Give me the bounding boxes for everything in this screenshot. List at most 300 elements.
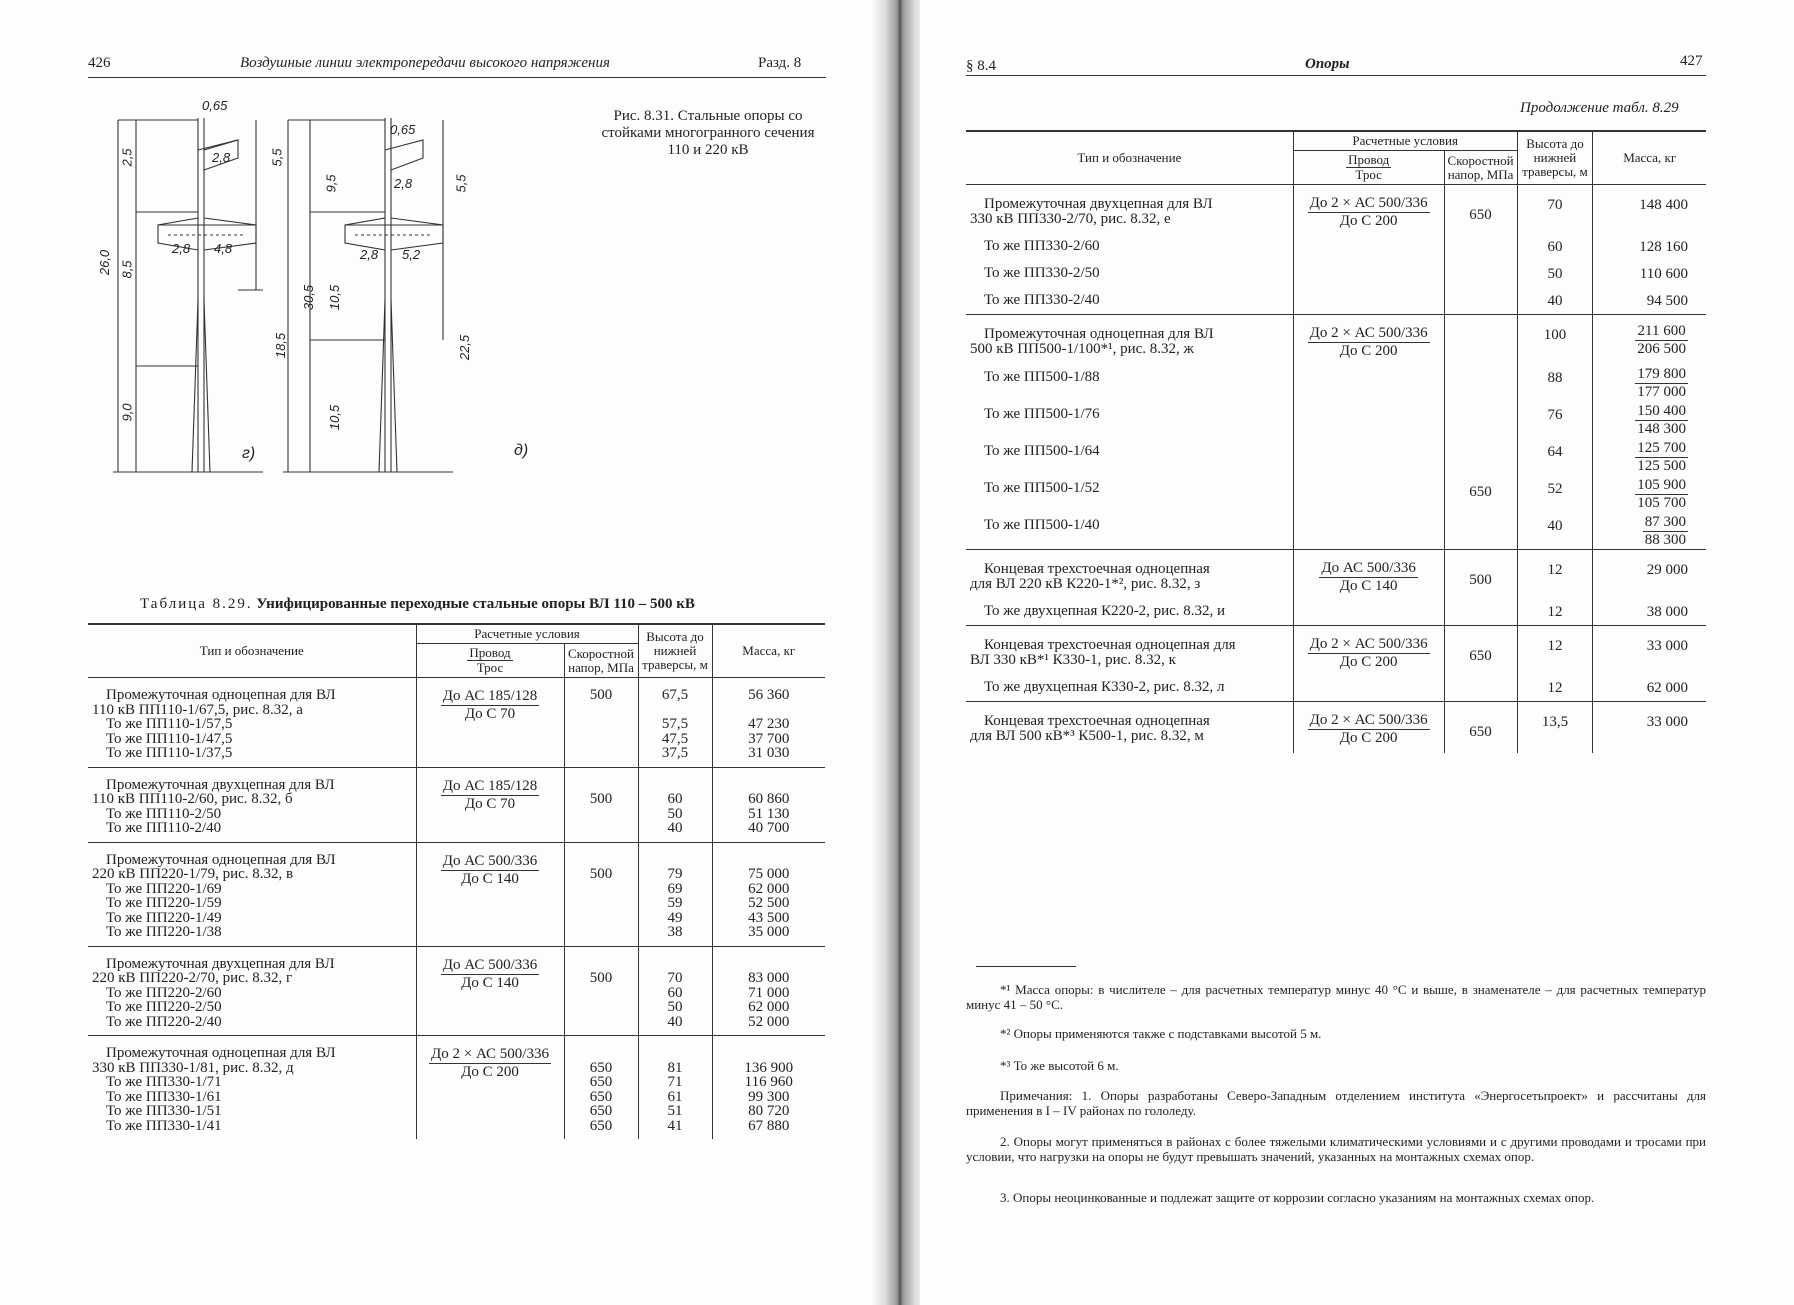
wire-fraction-top: До АС 185/128 bbox=[442, 688, 538, 704]
type-line: ВЛ 330 кВ*¹ К330-1, рис. 8.32, к bbox=[970, 652, 1176, 668]
figure-caption: Рис. 8.31. Стальные опоры со стойками многогранного сечения 110 и 220 кВ bbox=[601, 108, 815, 158]
height-value: 41 bbox=[667, 1117, 683, 1134]
footnote: 3. Опоры неоцинкованные и подлежат защите от коррозии согласно указаниям на монтажных схемах опор. bbox=[1000, 1190, 1595, 1205]
right-page bbox=[920, 0, 1794, 1305]
pressure-value: 650 bbox=[589, 1117, 613, 1134]
wire-fraction-bottom: До С 200 bbox=[461, 1064, 519, 1080]
mass-cell bbox=[1593, 364, 1706, 401]
mass-value: 67 880 bbox=[748, 1117, 790, 1134]
mass-fraction-top: 125 700 bbox=[1637, 440, 1686, 456]
pressure-value bbox=[569, 896, 634, 911]
type-line: То же ПП500-1/76 bbox=[984, 406, 1100, 422]
mass-value bbox=[717, 853, 822, 868]
dim-d-d1: 2,8 bbox=[394, 176, 413, 191]
table-8-29-continued bbox=[966, 130, 1706, 753]
dim-d-h-e: 22,5 bbox=[457, 334, 473, 361]
footnote: *¹ Масса опоры: в числителе – для расчетных температур минус 40 °С и выше, в знаменателе – для расчетных температур минус 41 – 50 °С. bbox=[966, 982, 1706, 1012]
mass-cell: 38 000 bbox=[1593, 598, 1706, 626]
mass-value: 116 960 bbox=[744, 1074, 793, 1090]
type-line: Промежуточная двухцепная для ВЛ bbox=[106, 955, 335, 972]
mass-fraction bbox=[1635, 477, 1688, 512]
table-row bbox=[966, 702, 1706, 754]
wire-cell bbox=[416, 1036, 564, 1140]
running-title-left: Воздушные линии электропередачи высокого напряжения bbox=[240, 55, 610, 71]
table-row bbox=[88, 767, 825, 842]
type-line: То же ПП220-2/40 bbox=[106, 1013, 222, 1030]
table-body-left bbox=[88, 678, 825, 1140]
header-mass: Масса, кг bbox=[712, 624, 825, 678]
mass-fraction bbox=[1643, 514, 1688, 549]
footnote: *³ То же высотой 6 м. bbox=[1000, 1058, 1119, 1073]
mass-fraction-bottom: 105 700 bbox=[1637, 495, 1686, 511]
dim-g-h-total: 26,0 bbox=[97, 249, 113, 276]
mass-value: 99 300 bbox=[748, 1088, 790, 1105]
height-cell: 13,5 bbox=[1517, 702, 1593, 754]
wire-fraction-top: До 2 × АС 500/336 bbox=[431, 1046, 549, 1062]
pressure-value bbox=[569, 703, 634, 718]
height-cell bbox=[638, 842, 712, 946]
mass-cell bbox=[712, 842, 825, 946]
header-cable: Трос bbox=[476, 660, 504, 675]
type-line: То же ПП110-1/37,5 bbox=[106, 745, 233, 761]
height-value: 51 bbox=[667, 1103, 683, 1119]
type-cell bbox=[966, 287, 1293, 315]
pressure-value bbox=[569, 957, 634, 972]
wire-fraction bbox=[441, 957, 540, 992]
dim-g-d1: 2,8 bbox=[212, 150, 231, 165]
type-line: Промежуточная одноцепная для ВЛ bbox=[106, 1045, 336, 1061]
type-line: То же ПП330-1/61 bbox=[106, 1088, 222, 1105]
height-cell: 64 bbox=[1517, 438, 1593, 475]
type-cell bbox=[88, 767, 416, 842]
mass-cell bbox=[1593, 475, 1706, 512]
pressure-value bbox=[569, 882, 634, 897]
type-line: для ВЛ 500 кВ*³ К500-1, рис. 8.32, м bbox=[970, 728, 1204, 744]
dim-d-d2: 2,8 bbox=[360, 247, 379, 262]
wire-fraction-top: До АС 500/336 bbox=[442, 956, 538, 973]
type-line: То же ПП220-2/50 bbox=[106, 999, 222, 1015]
type-line: Промежуточная одноцепная для ВЛ bbox=[106, 687, 336, 703]
height-cell: 76 bbox=[1517, 401, 1593, 438]
mass-value: 51 130 bbox=[748, 805, 790, 822]
mass-cell bbox=[1593, 401, 1706, 438]
wire-cell bbox=[1293, 185, 1444, 315]
dim-d-h-b: 10,5 bbox=[327, 284, 343, 311]
figure-label-g: г) bbox=[242, 445, 256, 462]
mass-fraction bbox=[1635, 440, 1688, 475]
header-rule-left bbox=[88, 77, 826, 78]
table-row bbox=[88, 678, 825, 768]
type-line: То же ПП110-2/50 bbox=[106, 805, 222, 822]
mass-value: 83 000 bbox=[748, 970, 790, 986]
type-line: То же ПП330-2/40 bbox=[984, 292, 1100, 308]
header-cable-right: Трос bbox=[1355, 167, 1382, 182]
pressure-cell: 500 bbox=[1444, 550, 1517, 626]
type-line: То же ПП330-2/50 bbox=[984, 265, 1100, 281]
wire-fraction-bottom: До С 200 bbox=[1339, 213, 1398, 229]
height-cell bbox=[638, 678, 712, 768]
table-row bbox=[966, 626, 1706, 675]
wire-cell bbox=[416, 767, 564, 842]
type-line: То же ПП330-2/60 bbox=[984, 238, 1100, 254]
mass-fraction bbox=[1635, 323, 1688, 358]
height-value: 38 bbox=[667, 924, 683, 940]
type-line: То же ПП500-1/88 bbox=[984, 369, 1100, 385]
mass-value bbox=[717, 1046, 822, 1061]
type-cell bbox=[88, 678, 416, 768]
height-value: 81 bbox=[667, 1059, 683, 1076]
type-cell bbox=[966, 401, 1293, 438]
height-cell: 40 bbox=[1517, 287, 1593, 315]
type-cell bbox=[966, 475, 1293, 512]
header-conditions: Расчетные условия bbox=[416, 624, 638, 644]
table-row bbox=[88, 946, 825, 1036]
header-type-right: Тип и обозначение bbox=[966, 131, 1293, 185]
mass-cell bbox=[1593, 315, 1706, 365]
table-8-29 bbox=[88, 623, 825, 1139]
mass-cell: 128 160 bbox=[1593, 233, 1706, 260]
footnote-rule bbox=[976, 966, 1076, 967]
table-row bbox=[966, 315, 1706, 365]
wire-fraction bbox=[1308, 195, 1430, 230]
pressure-value: 500 bbox=[589, 866, 613, 882]
dim-g-d2: 2,8 bbox=[172, 241, 191, 256]
mass-value: 40 700 bbox=[748, 820, 790, 836]
mass-cell bbox=[712, 1036, 825, 1140]
mass-value: 35 000 bbox=[748, 924, 790, 940]
mass-value: 80 720 bbox=[748, 1103, 790, 1119]
height-value: 59 bbox=[667, 895, 683, 911]
type-line: То же ПП330-1/51 bbox=[106, 1103, 222, 1119]
mass-fraction-bottom: 206 500 bbox=[1637, 341, 1686, 357]
wire-fraction-top: До 2 × АС 500/336 bbox=[1309, 325, 1428, 341]
height-value: 57,5 bbox=[661, 716, 689, 732]
type-line: То же ПП220-2/60 bbox=[106, 984, 222, 1001]
type-line: 330 кВ ПП330-1/81, рис. 8.32, д bbox=[92, 1059, 294, 1076]
pressure-cell bbox=[564, 842, 638, 946]
height-cell bbox=[638, 767, 712, 842]
type-cell bbox=[966, 626, 1293, 675]
pressure-value: 650 bbox=[589, 1074, 613, 1090]
height-value bbox=[643, 703, 708, 718]
type-line: Промежуточная одноцепная для ВЛ bbox=[106, 851, 336, 868]
wire-fraction-bottom: До С 200 bbox=[1339, 730, 1398, 746]
type-cell bbox=[966, 438, 1293, 475]
wire-fraction bbox=[441, 688, 540, 723]
header-wire-right: Провод bbox=[1348, 152, 1390, 167]
wire-cell bbox=[1293, 550, 1444, 626]
pressure-value: 500 bbox=[589, 970, 613, 986]
wire-fraction bbox=[441, 853, 540, 888]
type-line: для ВЛ 220 кВ К220-1*², рис. 8.32, з bbox=[970, 576, 1201, 592]
type-line: То же ПП110-1/47,5 bbox=[106, 730, 233, 747]
pressure-value bbox=[569, 1015, 634, 1030]
mass-value: 75 000 bbox=[748, 866, 790, 882]
pressure-value bbox=[569, 807, 634, 822]
mass-value: 56 360 bbox=[748, 687, 790, 703]
mass-fraction-bottom: 88 300 bbox=[1644, 532, 1686, 548]
mass-cell bbox=[1593, 438, 1706, 475]
mass-value: 62 000 bbox=[748, 999, 790, 1015]
pressure-cell bbox=[564, 946, 638, 1036]
wire-fraction-bottom: До С 70 bbox=[464, 795, 516, 812]
table-title-prefix: Таблица 8.29. bbox=[140, 596, 253, 612]
height-cell bbox=[638, 946, 712, 1036]
wire-fraction-top: До АС 185/128 bbox=[442, 777, 538, 794]
height-value: 69 bbox=[667, 880, 683, 897]
wire-fraction bbox=[441, 778, 540, 813]
type-line: Концевая трехстоечная одноцепная для bbox=[984, 637, 1236, 653]
mass-cell bbox=[1593, 512, 1706, 550]
mass-cell: 29 000 bbox=[1593, 550, 1706, 599]
height-value bbox=[643, 853, 708, 868]
mass-cell: 94 500 bbox=[1593, 287, 1706, 315]
type-cell bbox=[88, 1036, 416, 1140]
height-cell: 88 bbox=[1517, 364, 1593, 401]
mass-fraction bbox=[1635, 403, 1688, 438]
wire-fraction-top: До АС 500/336 bbox=[1321, 560, 1416, 576]
height-value bbox=[643, 1046, 708, 1061]
mass-value: 136 900 bbox=[744, 1059, 794, 1076]
page-number-left: 426 bbox=[88, 55, 111, 71]
height-value: 37,5 bbox=[661, 745, 689, 761]
pressure-value bbox=[569, 986, 634, 1001]
type-line: Промежуточная двухцепная для ВЛ bbox=[106, 776, 335, 793]
figure-label-d: д) bbox=[514, 442, 529, 459]
dim-g-h-b: 8,5 bbox=[119, 260, 135, 279]
type-cell bbox=[966, 702, 1293, 754]
pressure-value: 500 bbox=[589, 687, 613, 703]
section-left: Разд. 8 bbox=[758, 55, 802, 71]
wire-fraction bbox=[1308, 325, 1430, 360]
mass-cell: 33 000 bbox=[1593, 702, 1706, 754]
height-value bbox=[643, 778, 708, 793]
table-row bbox=[966, 550, 1706, 599]
wire-fraction-top: До 2 × АС 500/336 bbox=[1309, 636, 1428, 652]
pressure-value bbox=[569, 778, 634, 793]
height-cell: 100 bbox=[1517, 315, 1593, 365]
pressure-value bbox=[569, 925, 634, 940]
mass-value bbox=[717, 778, 822, 793]
mass-fraction bbox=[1635, 366, 1688, 401]
height-value: 71 bbox=[667, 1074, 683, 1090]
type-cell bbox=[88, 946, 416, 1036]
type-line: Концевая трехстоечная одноцепная bbox=[984, 713, 1210, 729]
table-row bbox=[88, 842, 825, 946]
dim-d-h-d: 5,5 bbox=[453, 174, 469, 193]
wire-fraction-bottom: До С 140 bbox=[461, 974, 519, 991]
pressure-value: 650 bbox=[589, 1059, 613, 1076]
mass-value: 71 000 bbox=[748, 984, 790, 1001]
type-line: То же ПП500-1/64 bbox=[984, 443, 1100, 459]
mass-fraction-top: 87 300 bbox=[1644, 514, 1686, 530]
dim-d-top: 0,65 bbox=[390, 122, 416, 137]
mass-cell: 62 000 bbox=[1593, 674, 1706, 702]
pressure-value bbox=[569, 853, 634, 868]
type-line: То же двухцепная К330-2, рис. 8.32, л bbox=[984, 679, 1225, 695]
wire-fraction-bottom: До С 140 bbox=[1339, 578, 1398, 594]
pressure-value bbox=[569, 1046, 634, 1061]
height-cell bbox=[638, 1036, 712, 1140]
pressure-value bbox=[569, 746, 634, 761]
wire-fraction-top: До 2 × АС 500/336 bbox=[1309, 195, 1428, 211]
header-wire: Провод bbox=[469, 645, 511, 660]
height-value: 50 bbox=[667, 999, 683, 1015]
type-line: То же ПП330-1/41 bbox=[106, 1117, 222, 1134]
type-cell bbox=[966, 315, 1293, 365]
type-cell bbox=[966, 512, 1293, 550]
type-line: 220 кВ ПП220-2/70, рис. 8.32, г bbox=[92, 970, 293, 986]
table-title bbox=[140, 596, 695, 613]
type-line: Концевая трехстоечная одноцепная bbox=[984, 561, 1210, 577]
section-right: § 8.4 bbox=[966, 58, 996, 74]
height-value: 40 bbox=[667, 1013, 683, 1030]
type-cell bbox=[966, 674, 1293, 702]
table-title-text: Унифицированные переходные стальные опоры ВЛ 110 – 500 кВ bbox=[256, 596, 695, 612]
table-row bbox=[88, 1036, 825, 1140]
type-line: То же ПП500-1/52 bbox=[984, 480, 1100, 496]
type-cell bbox=[88, 842, 416, 946]
dim-g-h-a: 2,5 bbox=[119, 148, 135, 167]
height-cell: 60 bbox=[1517, 233, 1593, 260]
type-cell bbox=[966, 598, 1293, 626]
height-cell: 12 bbox=[1517, 626, 1593, 675]
table-body-right bbox=[966, 185, 1706, 754]
type-cell bbox=[966, 233, 1293, 260]
left-page bbox=[0, 0, 880, 1305]
wire-cell bbox=[416, 842, 564, 946]
mass-value: 60 860 bbox=[748, 791, 790, 807]
wire-cell bbox=[1293, 626, 1444, 702]
type-cell bbox=[966, 550, 1293, 599]
pressure-value bbox=[569, 732, 634, 747]
wire-cell bbox=[1293, 315, 1444, 550]
type-line: 220 кВ ПП220-1/79, рис. 8.32, в bbox=[92, 866, 294, 882]
mass-value: 52 500 bbox=[748, 895, 790, 911]
mass-cell: 148 400 bbox=[1593, 185, 1706, 234]
mass-fraction-top: 150 400 bbox=[1637, 403, 1686, 419]
pressure-value: 500 bbox=[589, 791, 613, 807]
mass-cell bbox=[712, 678, 825, 768]
wire-cell bbox=[1293, 702, 1444, 754]
mass-cell bbox=[712, 767, 825, 842]
pressure-cell: 650 bbox=[1444, 315, 1517, 550]
mass-value: 47 230 bbox=[748, 716, 790, 732]
mass-value: 37 700 bbox=[748, 730, 790, 747]
height-value: 60 bbox=[667, 791, 683, 807]
header-mass-right: Масса, кг bbox=[1593, 131, 1706, 185]
height-value: 50 bbox=[667, 805, 683, 822]
mass-fraction-bottom: 148 300 bbox=[1637, 421, 1686, 437]
type-cell bbox=[966, 185, 1293, 234]
type-line: То же ПП110-1/57,5 bbox=[106, 716, 233, 732]
height-cell: 12 bbox=[1517, 674, 1593, 702]
tower-g-drawing bbox=[113, 118, 263, 472]
pressure-value: 650 bbox=[589, 1088, 613, 1105]
type-line: Промежуточная одноцепная для ВЛ bbox=[984, 326, 1214, 342]
mass-fraction-bottom: 177 000 bbox=[1637, 384, 1686, 400]
header-rule-right bbox=[966, 75, 1706, 76]
height-value: 70 bbox=[667, 970, 683, 986]
page-number-right: 427 bbox=[1680, 53, 1703, 69]
type-line: То же ПП500-1/40 bbox=[984, 517, 1100, 533]
pressure-cell bbox=[564, 678, 638, 768]
wire-fraction-bottom: До С 200 bbox=[1339, 654, 1398, 670]
type-line: То же двухцепная К220-2, рис. 8.32, и bbox=[984, 603, 1226, 619]
dim-d-h-total: 30,5 bbox=[301, 284, 317, 311]
pressure-value bbox=[569, 821, 634, 836]
height-value: 60 bbox=[667, 984, 683, 1001]
dim-g-h-d: 5,5 bbox=[269, 148, 285, 167]
pressure-cell bbox=[564, 767, 638, 842]
dim-d-h-a: 9,5 bbox=[323, 174, 339, 193]
mass-cell bbox=[712, 946, 825, 1036]
mass-fraction-top: 105 900 bbox=[1637, 477, 1686, 493]
type-line: 110 кВ ПП110-2/60, рис. 8.32, б bbox=[92, 791, 293, 807]
dim-d-d3: 5,2 bbox=[402, 247, 421, 262]
height-value bbox=[643, 957, 708, 972]
type-line: 110 кВ ПП110-1/67,5, рис. 8.32, а bbox=[92, 701, 303, 718]
type-cell bbox=[966, 364, 1293, 401]
pressure-value bbox=[569, 1000, 634, 1015]
mass-value: 62 000 bbox=[748, 880, 790, 897]
wire-fraction-top: До АС 500/336 bbox=[442, 852, 538, 869]
header-pressure: Скоростной напор, МПа bbox=[564, 644, 638, 678]
height-cell: 52 bbox=[1517, 475, 1593, 512]
pressure-value bbox=[569, 911, 634, 926]
wire-fraction bbox=[1308, 636, 1430, 671]
header-type: Тип и обозначение bbox=[88, 624, 416, 678]
wire-fraction-bottom: До С 140 bbox=[461, 870, 519, 887]
mass-fraction-top: 211 600 bbox=[1635, 323, 1688, 341]
pressure-cell: 650 bbox=[1444, 626, 1517, 702]
header-height: Высота до нижней траверсы, м bbox=[638, 624, 712, 678]
type-line: То же ПП110-2/40 bbox=[106, 820, 222, 836]
dim-d-h-c: 10,5 bbox=[327, 404, 343, 431]
wire-cell bbox=[416, 678, 564, 768]
continuation-label: Продолжение табл. 8.29 bbox=[1520, 100, 1679, 116]
pressure-value: 650 bbox=[589, 1103, 613, 1119]
mass-fraction-bottom: 125 500 bbox=[1637, 458, 1686, 474]
header-conditions-right: Расчетные условия bbox=[1293, 131, 1517, 151]
type-line: Промежуточная двухцепная для ВЛ bbox=[984, 196, 1213, 212]
mass-value: 43 500 bbox=[748, 909, 790, 926]
type-line: 500 кВ ПП500-1/100*¹, рис. 8.32, ж bbox=[970, 341, 1194, 357]
wire-fraction bbox=[429, 1046, 551, 1081]
height-cell: 70 bbox=[1517, 185, 1593, 234]
mass-value: 31 030 bbox=[748, 745, 790, 761]
wire-fraction bbox=[1308, 712, 1430, 747]
height-cell: 12 bbox=[1517, 598, 1593, 626]
mass-value bbox=[717, 957, 822, 972]
wire-fraction-bottom: До С 200 bbox=[1339, 343, 1398, 359]
pressure-cell: 650 bbox=[1444, 185, 1517, 315]
dim-g-top: 0,65 bbox=[202, 98, 228, 113]
height-cell: 50 bbox=[1517, 260, 1593, 287]
height-value: 67,5 bbox=[661, 687, 689, 703]
wire-fraction-bottom: До С 70 bbox=[464, 706, 516, 722]
header-wire-cable-right bbox=[1293, 151, 1444, 185]
type-line: То же ПП220-1/59 bbox=[106, 895, 222, 911]
header-height-right: Высота до нижней траверсы, м bbox=[1517, 131, 1593, 185]
running-title-right: Опоры bbox=[1305, 56, 1350, 72]
mass-value: 52 000 bbox=[748, 1013, 790, 1030]
type-cell bbox=[966, 260, 1293, 287]
wire-fraction bbox=[1319, 560, 1418, 595]
pressure-cell: 650 bbox=[1444, 702, 1517, 754]
height-value: 47,5 bbox=[661, 730, 689, 747]
mass-cell: 110 600 bbox=[1593, 260, 1706, 287]
